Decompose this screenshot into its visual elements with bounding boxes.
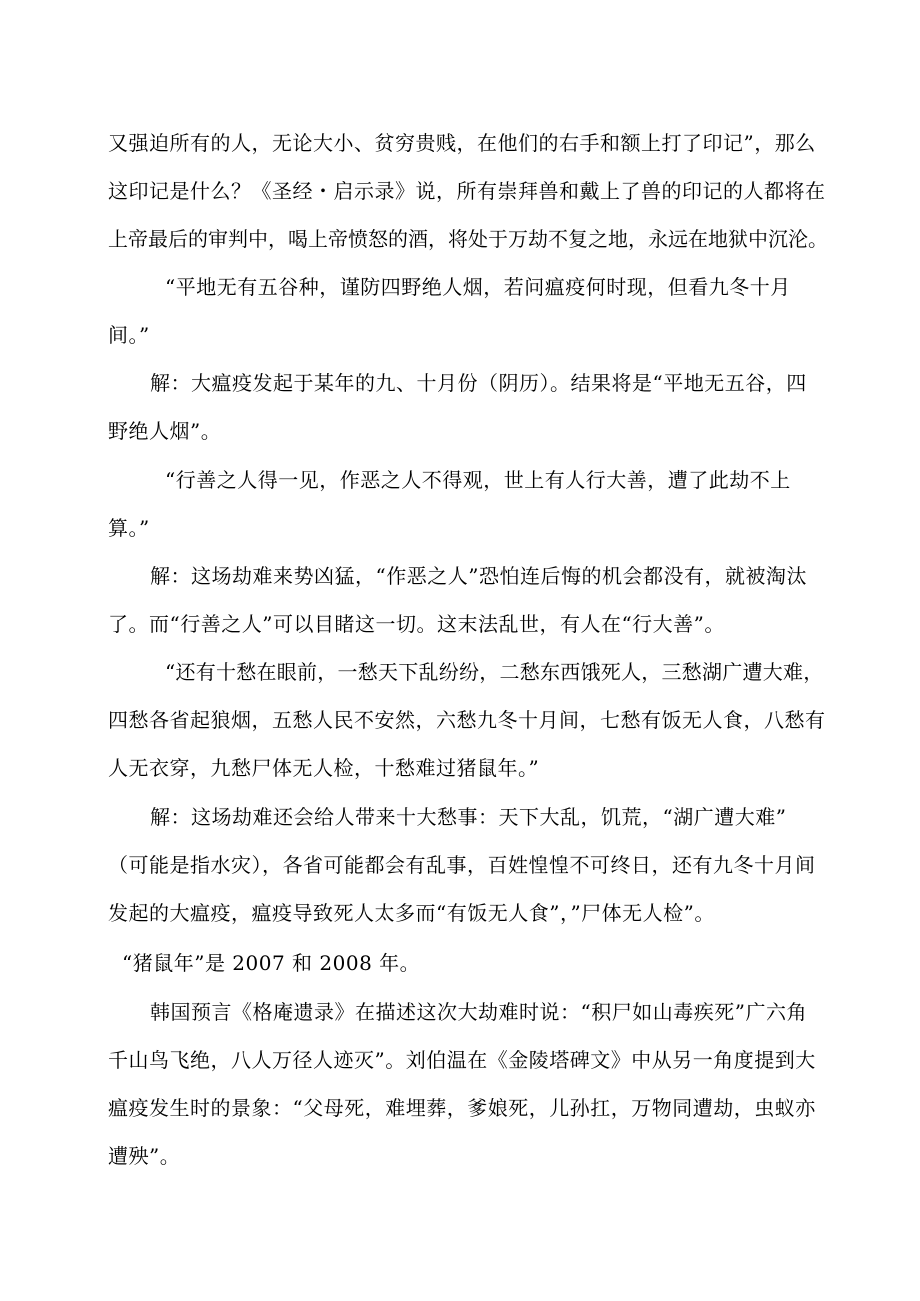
explanation-line: 解：这场劫难还会给人带来十大愁事：天下大乱，饥荒，“湖广遭大难” (150, 805, 787, 829)
explanation-line: 野绝人烟”。 (108, 419, 222, 443)
text-line: 上帝最后的审判中，喝上帝愤怒的酒，将处于万劫不复之地，永远在地狱中沉沦。 (108, 227, 828, 251)
quote-line: 间。” (108, 323, 150, 347)
text-line: 韩国预言《格庵遗录》在描述这次大劫难时说：“积尸如山毒疾死”广六角 (150, 1000, 807, 1024)
explanation-line: 解：这场劫难来势凶猛，“作恶之人”恐怕连后悔的机会都没有，就被淘汰 (150, 564, 807, 588)
text-line: 遭殃”。 (108, 1144, 181, 1168)
explanation-line: 了。而“行善之人”可以目睹这一切。这末法乱世，有人在“行大善”。 (108, 612, 725, 636)
text-line: “猪鼠年”是 2007 和 2008 年。 (122, 951, 421, 975)
explanation-line: 发起的大瘟疫，瘟疫导致死人太多而“有饭无人食”，”尸体无人检”。 (108, 901, 715, 925)
quote-line: “行善之人得一见，作恶之人不得观，世上有人行大善，遭了此劫不上 (165, 468, 791, 492)
text-line: 千山鸟飞绝，八人万径人迹灭”。刘伯温在《金陵塔碑文》中从另一角度提到大 (108, 1048, 816, 1072)
text-line: 又强迫所有的人，无论大小、贫穷贵贱，在他们的右手和额上打了印记”，那么 (108, 131, 816, 155)
quote-line: “平地无有五谷种，谨防四野绝人烟，若问瘟疫何时现，但看九冬十月 (165, 275, 791, 299)
quote-line: 算。” (108, 516, 150, 540)
text-line: 这印记是什么？《圣经・启示录》说，所有崇拜兽和戴上了兽的印记的人都将在 (108, 179, 826, 203)
explanation-line: 解：大瘟疫发起于某年的九、十月份（阴历）。结果将是“平地无五谷，四 (150, 371, 807, 395)
explanation-line: （可能是指水灾），各省可能都会有乱事，百姓惶惶不可终日，还有九冬十月间 (108, 853, 816, 877)
quote-line: “还有十愁在眼前，一愁天下乱纷纷，二愁东西饿死人，三愁湖广遭大难， (165, 660, 824, 684)
text-line: 瘟疫发生时的景象：“父母死，难埋葬，爹娘死，儿孙扛，万物同遭劫，虫蚁亦 (108, 1096, 816, 1120)
quote-line: 人无衣穿，九愁尸体无人检，十愁难过猪鼠年。” (108, 756, 540, 780)
quote-line: 四愁各省起狼烟，五愁人民不安然，六愁九冬十月间，七愁有饭无人食，八愁有 (108, 708, 826, 732)
